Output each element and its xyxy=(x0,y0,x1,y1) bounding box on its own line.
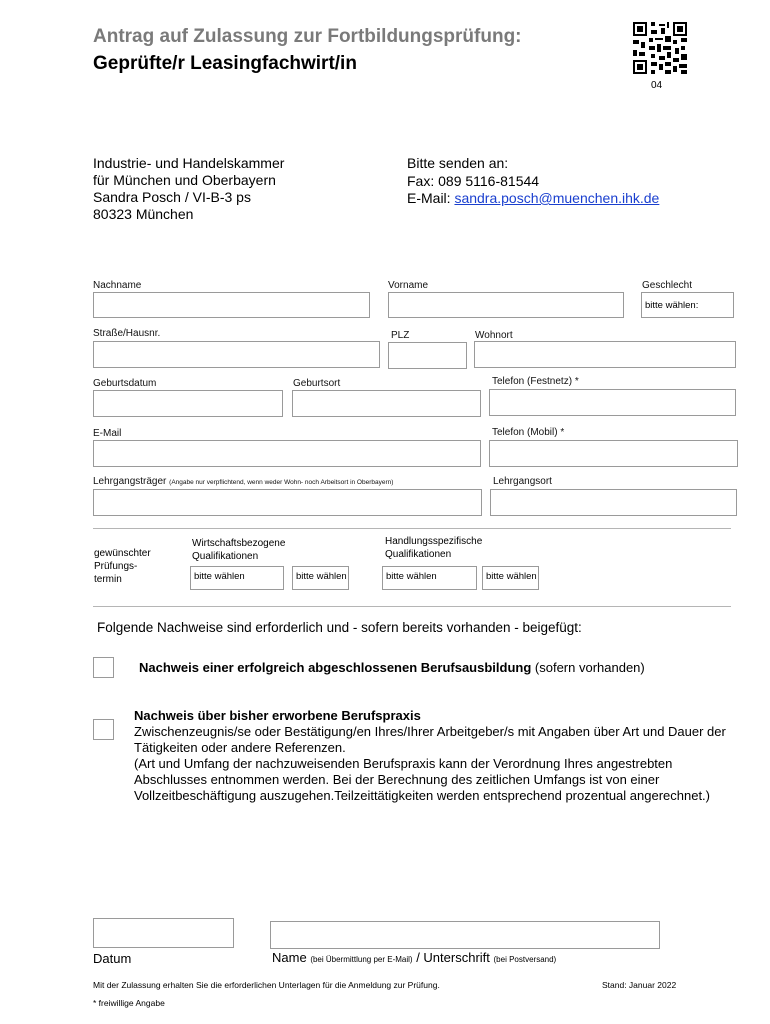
lehrgangstraeger-label: Lehrgangsträger (Angabe nur verpflichtend, wenn weder Wohn- noch Arbeitsort in Oberbayern) xyxy=(93,476,394,487)
telefon-festnetz-field[interactable] xyxy=(489,389,736,416)
lehrgangsort-label: Lehrgangsort xyxy=(493,476,552,487)
unterschrift-field[interactable] xyxy=(270,921,660,949)
plz-field[interactable] xyxy=(388,342,467,369)
address-line: 80323 München xyxy=(93,206,194,222)
lehrgangstraeger-field[interactable] xyxy=(93,489,482,516)
telefon-mobil-field[interactable] xyxy=(489,440,738,467)
hsq-termin-select-1[interactable]: bitte wählen xyxy=(382,566,477,590)
berufspraxis-description: Zwischenzeugnis/se oder Bestätigung/en Ihres/Ihrer Arbeitgeber/s mit Angaben über Art und Dauer der Tätigkeiten oder andere Referenzen. (Art und Umfang der nachzuweisenden Berufspraxis kann der Verordnung Ihres angestrebten Abschlusses entnommen werden. Bei der Berechnung des zeitlichen Umfangs ist von einer Vollzeitbeschäftigung auszugehen.Teilzeittätigkeiten werden entsprechend prozentual angerechnet.) xyxy=(134,724,726,803)
geburtsort-field[interactable] xyxy=(292,390,481,417)
nachname-label: Nachname xyxy=(93,280,142,291)
berufspraxis-label: Nachweis über bisher erworbene Berufspraxis Zwischenzeugnis/se oder Bestätigung/en Ihres/Ihrer Arbeitgeber/s mit Angaben über Art und Dauer der Tätigkeiten oder andere Referenzen. (Art und Umfang der nachzuweisenden Berufspraxis kann der Verordnung Ihres angestrebten Abschlusses entnommen werden. Bei der Berechnung des zeitlichen Umfangs ist von einer Vollzeitbeschäftigung auszugehen.Teilzeittätigkeiten werden entsprechend prozentual angerechnet.) xyxy=(134,708,734,804)
name-unterschrift-label: Name (bei Übermittlung per E-Mail) / Unterschrift (bei Postversand) xyxy=(272,950,557,965)
form-number: 04 xyxy=(651,80,663,91)
wbq-termin-select-2[interactable]: bitte wählen xyxy=(292,566,349,590)
geburtsdatum-field[interactable] xyxy=(93,390,283,417)
email-field-label: E-Mail xyxy=(93,428,122,439)
vorname-field[interactable] xyxy=(388,292,624,318)
fax-number: Fax: 089 5116-81544 xyxy=(407,172,540,189)
freiwillig-note: * freiwillige Angabe xyxy=(93,998,165,1008)
lehrgangsort-field[interactable] xyxy=(490,489,737,516)
email-label: E-Mail: xyxy=(407,190,455,206)
datum-field[interactable] xyxy=(93,918,234,948)
address-line: Industrie- und Handelskammer xyxy=(93,155,285,171)
footer-stand: Stand: Januar 2022 xyxy=(602,980,677,990)
email-field[interactable] xyxy=(93,440,481,467)
lehrgangstraeger-note: (Angabe nur verpflichtend, wenn weder Wohn- noch Arbeitsort in Oberbayern) xyxy=(169,479,394,486)
wbq-heading: Wirtschaftsbezogene Qualifikationen xyxy=(192,538,286,562)
ausbildung-checkbox[interactable] xyxy=(93,657,114,678)
qr-code-icon xyxy=(633,22,687,74)
divider xyxy=(93,528,731,529)
geburtsort-label: Geburtsort xyxy=(293,378,341,389)
hsq-termin-select-2[interactable]: bitte wählen xyxy=(482,566,539,590)
wbq-termin-select-1[interactable]: bitte wählen xyxy=(190,566,284,590)
datum-label: Datum xyxy=(93,951,132,966)
email-link[interactable]: sandra.posch@muenchen.ihk.de xyxy=(454,190,660,206)
send-to-heading: Bitte senden an: xyxy=(407,155,509,171)
vorname-label: Vorname xyxy=(388,280,429,291)
nachweise-intro: Folgende Nachweise sind erforderlich und - sofern bereits vorhanden - beigefügt: xyxy=(97,620,582,635)
address-line: Sandra Posch / VI-B-3 ps xyxy=(93,189,251,205)
geschlecht-select[interactable]: bitte wählen: xyxy=(641,292,734,318)
strasse-field[interactable] xyxy=(93,341,380,368)
send-to-block xyxy=(407,155,659,208)
form-title: Antrag auf Zulassung zur Fortbildungsprüfung: xyxy=(93,26,522,47)
berufspraxis-checkbox[interactable] xyxy=(93,719,114,740)
wohnort-label: Wohnort xyxy=(475,330,513,341)
strasse-label: Straße/Hausnr. xyxy=(93,328,161,339)
divider xyxy=(93,606,731,607)
pruefungstermin-label: gewünschter Prüfungs- termin xyxy=(94,548,151,585)
footer-note: Mit der Zulassung erhalten Sie die erforderlichen Unterlagen für die Anmeldung zur Prüfung. xyxy=(93,980,440,990)
ausbildung-label: Nachweis einer erfolgreich abgeschlossenen Berufsausbildung (sofern vorhanden) xyxy=(139,660,645,675)
form-subtitle: Geprüfte/r Leasingfachwirt/in xyxy=(93,53,357,74)
telefon-festnetz-label: Telefon (Festnetz) * xyxy=(492,376,579,387)
geburtsdatum-label: Geburtsdatum xyxy=(93,378,157,389)
geschlecht-label: Geschlecht xyxy=(642,280,693,291)
wohnort-field[interactable] xyxy=(474,341,736,368)
plz-label: PLZ xyxy=(391,330,410,341)
hsq-heading: Handlungsspezifische Qualifikationen xyxy=(385,536,483,560)
recipient-address xyxy=(93,155,284,223)
nachname-field[interactable] xyxy=(93,292,370,318)
telefon-mobil-label: Telefon (Mobil) * xyxy=(492,427,565,438)
address-line: für München und Oberbayern xyxy=(93,172,276,188)
